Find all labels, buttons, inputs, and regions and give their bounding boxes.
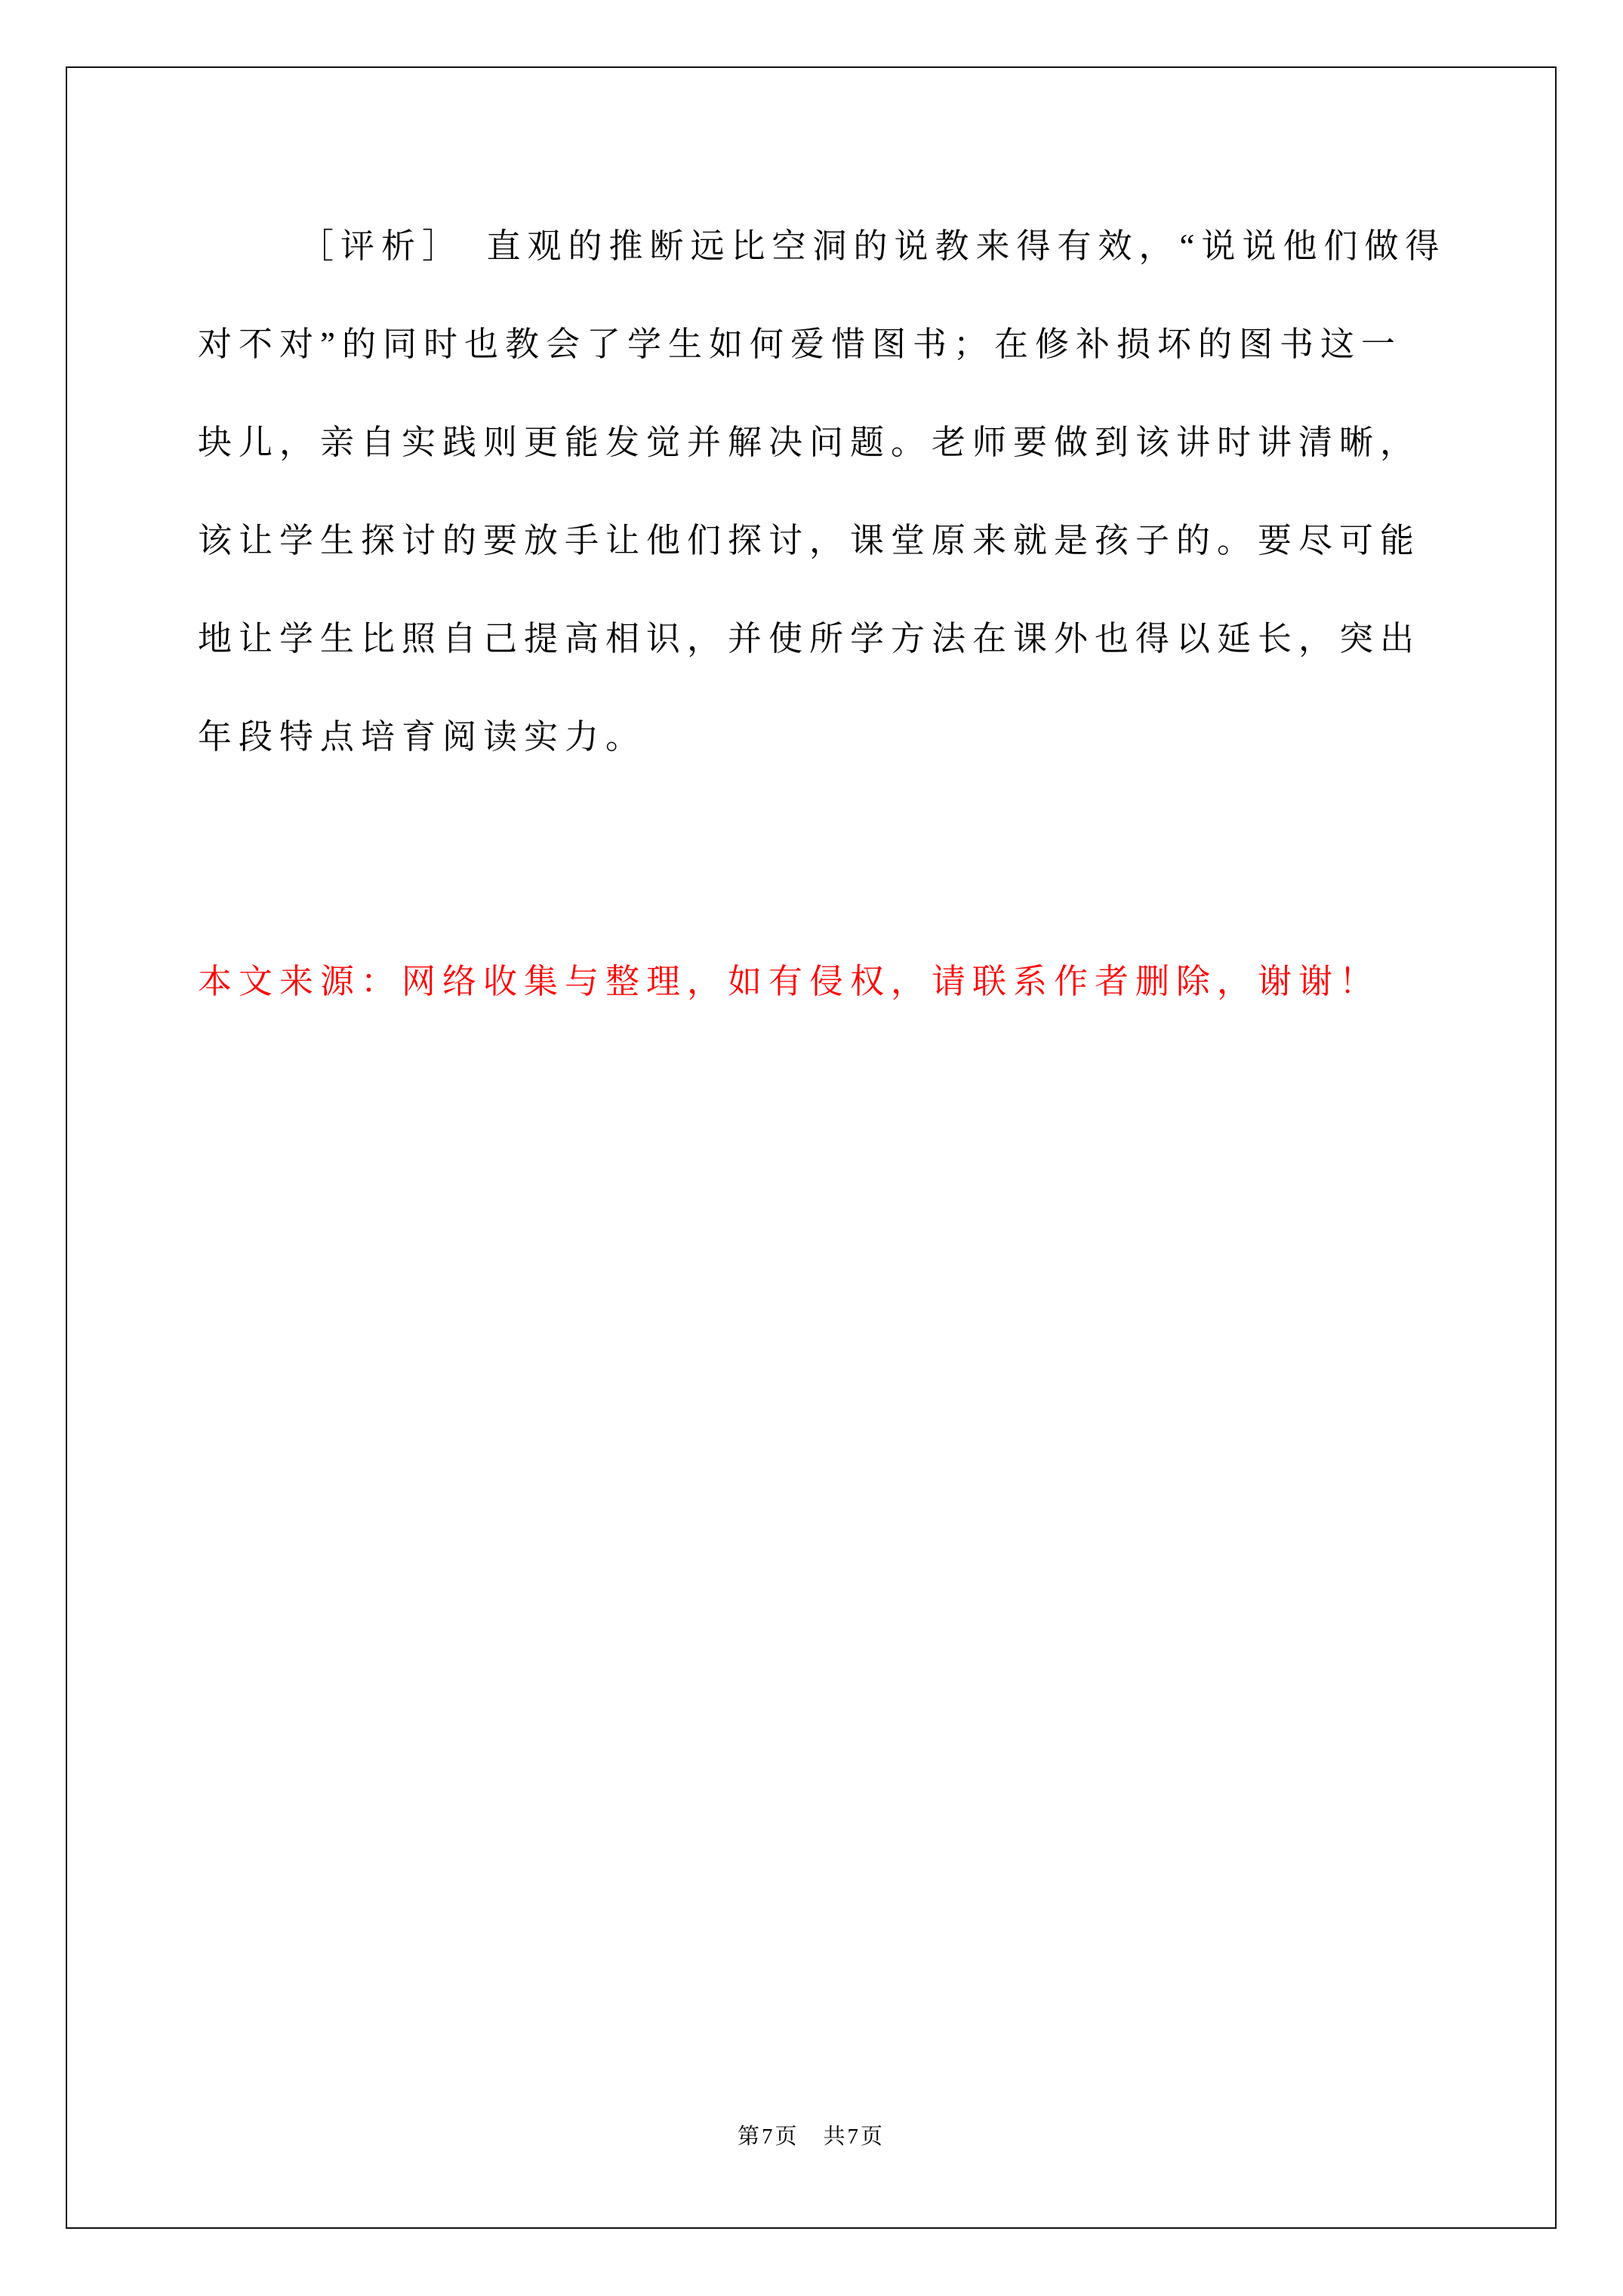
page-number: 第7页 共7页: [737, 2125, 885, 2149]
paragraph-line: 年段特点培育阅读实力。: [198, 718, 647, 756]
paragraph-line: 该让学生探讨的要放手让他们探讨，课堂原来就是孩子的。要尽可能: [198, 522, 1421, 559]
paragraph-line: ［评析］ 直观的推断远比空洞的说教来得有效，“说说他们做得: [300, 227, 1446, 265]
paragraph-line: 地让学生比照自己提高相识，并使所学方法在课外也得以延长，突出: [198, 620, 1421, 658]
source-note: 本文来源：网络收集与整理，如有侵权，请联系作者删除，谢谢！: [198, 963, 1381, 1000]
paragraph-line: 块儿，亲自实践则更能发觉并解决问题。老师要做到该讲时讲清晰，: [198, 424, 1421, 461]
paragraph-line: 对不对”的同时也教会了学生如何爱惜图书；在修补损坏的图书这一: [198, 325, 1402, 363]
main-paragraph: [198, 197, 1466, 786]
